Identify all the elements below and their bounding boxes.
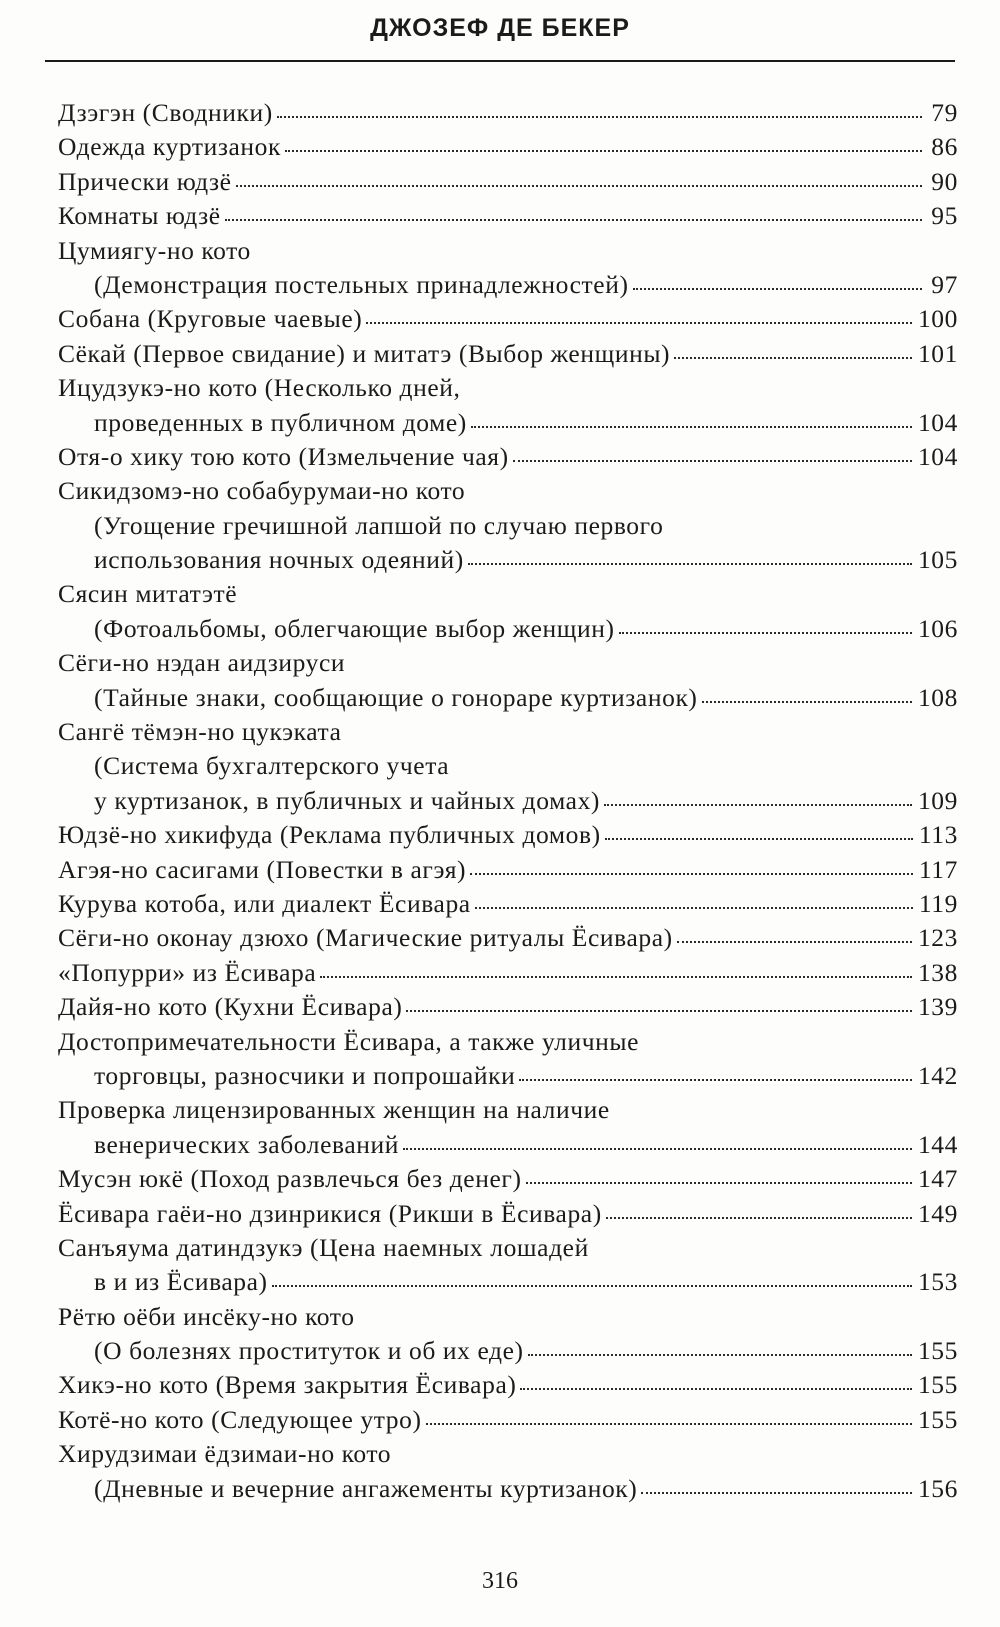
toc-entry <box>58 234 958 268</box>
toc-entry <box>58 440 958 474</box>
toc-entry-title: Сикидзомэ-но собабурумаи-но кото <box>58 476 466 506</box>
toc-entry-title: в и из Ёсивара) <box>94 1267 268 1297</box>
toc-entry <box>58 1334 958 1368</box>
toc-entry <box>58 1265 958 1299</box>
toc-entry-title: Сёги-но нэдан аидзируси <box>58 648 346 678</box>
toc-entry <box>58 509 958 543</box>
dot-leader <box>406 1010 911 1012</box>
toc-entry-title: Агэя-но сасигами (Повестки в агэя) <box>58 854 467 884</box>
toc-entry-title: Цумиягу-но кото <box>58 235 251 265</box>
toc-entry <box>58 818 958 852</box>
toc-entry-page: 104 <box>917 441 958 471</box>
toc-entry-title: Хирудзимаи ёдзимаи-но кото <box>58 1439 392 1469</box>
toc-entry-title: Отя-о хику тою кото (Измельчение чая) <box>58 441 509 471</box>
dot-leader <box>468 563 912 565</box>
toc-entry-page: 155 <box>917 1336 958 1366</box>
toc-entry-title: венерических заболеваний <box>94 1129 400 1159</box>
dot-leader <box>225 219 922 221</box>
toc-entry-page: 119 <box>918 888 958 918</box>
toc-entry <box>58 715 958 749</box>
toc-entry <box>58 1059 958 1093</box>
dot-leader <box>272 1285 912 1287</box>
toc-entry-title: Мусэн юкё (Поход развлечься без денег) <box>58 1164 522 1194</box>
toc-entry <box>58 990 958 1024</box>
toc-entry-title: у куртизанок, в публичных и чайных домах) <box>94 785 601 815</box>
dot-leader <box>520 1388 911 1390</box>
toc-entry-page: 108 <box>917 682 958 712</box>
toc-entry-page: 138 <box>917 957 958 987</box>
toc-entry-title: (Демонстрация постельных принадлежностей) <box>94 269 629 299</box>
toc-entry-title: (Угощение гречишной лапшой по случаю первого <box>94 510 664 540</box>
header-rule <box>45 60 955 62</box>
toc-entry-page: 153 <box>917 1267 958 1297</box>
dot-leader <box>366 322 912 324</box>
dot-leader <box>633 288 922 290</box>
toc-entry <box>58 96 958 130</box>
toc-entry-page: 106 <box>917 613 958 643</box>
toc-entry-title: Сангё тёмэн-но цукэката <box>58 717 342 747</box>
toc-entry <box>58 646 958 680</box>
toc-entry <box>58 268 958 302</box>
toc-entry-page: 155 <box>917 1370 958 1400</box>
toc-entry-page: 90 <box>931 166 958 196</box>
toc-entry-title: Сёкай (Первое свидание) и митатэ (Выбор женщины) <box>58 338 671 368</box>
dot-leader <box>277 116 922 118</box>
toc-entry-title: (Тайные знаки, сообщающие о гонораре куртизанок) <box>94 682 698 712</box>
toc-entry <box>58 1197 958 1231</box>
dot-leader <box>677 941 912 943</box>
toc-entry <box>58 302 958 336</box>
dot-leader <box>513 460 912 462</box>
toc-entry-page: 123 <box>917 923 958 953</box>
toc-entry-page: 156 <box>917 1473 958 1503</box>
toc-entry-title: Курува котоба, или диалект Ёсивара <box>58 888 471 918</box>
toc-entry <box>58 1231 958 1265</box>
page-number: 316 <box>482 1568 518 1594</box>
dot-leader <box>236 185 922 187</box>
toc-entry-title: (Дневные и вечерние ангажементы куртизанок) <box>94 1473 638 1503</box>
toc-entry <box>58 577 958 611</box>
toc-entry-title: Рётю оёби инсёку-но кото <box>58 1301 355 1331</box>
toc-entry <box>58 1128 958 1162</box>
toc-entry <box>58 543 958 577</box>
dot-leader <box>470 873 913 875</box>
toc-entry-title: Ицудзукэ-но кото (Несколько дней, <box>58 373 461 403</box>
toc-entry <box>58 1025 958 1059</box>
toc-entry-page: 109 <box>917 785 958 815</box>
toc-entry <box>58 199 958 233</box>
toc-entry-title: Дайя-но кото (Кухни Ёсивара) <box>58 992 403 1022</box>
toc-entry <box>58 887 958 921</box>
toc-entry-title: Комнаты юдзё <box>58 201 221 231</box>
toc-entry-title: Сясин митатэтё <box>58 579 238 609</box>
toc-entry-title: Одежда куртизанок <box>58 132 282 162</box>
toc-entry-title: (Система бухгалтерского учета <box>94 751 450 781</box>
toc-entry-page: 100 <box>917 304 958 334</box>
toc-entry-title: торговцы, разносчики и попрошайки <box>94 1060 516 1090</box>
dot-leader <box>426 1423 912 1425</box>
toc-entry-page: 149 <box>917 1198 958 1228</box>
dot-leader <box>519 1079 912 1081</box>
toc-entry <box>58 681 958 715</box>
dot-leader <box>475 907 913 909</box>
toc-entry <box>58 337 958 371</box>
toc-entry-page: 105 <box>917 545 958 575</box>
toc-entry-title: Собана (Круговые чаевые) <box>58 304 363 334</box>
toc-entry-page: 79 <box>931 98 958 127</box>
toc-entry <box>58 956 958 990</box>
dot-leader <box>641 1492 912 1494</box>
toc-entry <box>58 130 958 164</box>
toc-entry-title: Проверка лицензированных женщин на наличие <box>58 1095 610 1125</box>
toc-entry <box>58 1162 958 1196</box>
toc-entry <box>58 853 958 887</box>
toc-entry-page: 142 <box>917 1060 958 1090</box>
toc-entry-title: Юдзё-но хикифуда (Реклама публичных домов) <box>58 820 601 850</box>
toc-entry-title: Достопримечательности Ёсивара, а также уличные <box>58 1026 640 1056</box>
toc-entry <box>58 749 958 783</box>
dot-leader <box>604 804 912 806</box>
dot-leader <box>526 1182 912 1184</box>
toc-entry-title: Котё-но кото (Следующее утро) <box>58 1404 422 1434</box>
toc-entry <box>58 1093 958 1127</box>
toc-entry-page: 147 <box>917 1164 958 1194</box>
toc-entry-title: Хикэ-но кото (Время закрытия Ёсивара) <box>58 1370 517 1400</box>
dot-leader <box>606 1217 912 1219</box>
dot-leader <box>674 357 912 359</box>
dot-leader <box>619 632 912 634</box>
toc-entry-page: 139 <box>917 992 958 1022</box>
toc-entry <box>58 371 958 405</box>
toc-entry <box>58 921 958 955</box>
toc-entry-title: проведенных в публичном доме) <box>94 407 467 437</box>
toc-entry-page: 104 <box>917 407 958 437</box>
toc-entry-title: Ёсивара гаёи-но дзинрикися (Рикши в Ёсивара) <box>58 1198 602 1228</box>
toc-entry <box>58 1300 958 1334</box>
toc-entry-title: использования ночных одеяний) <box>94 545 464 575</box>
toc-entry-title: Прически юдзё <box>58 166 232 196</box>
dot-leader <box>702 701 912 703</box>
toc-entry-title: (О болезнях проституток и об их еде) <box>94 1336 524 1366</box>
dot-leader <box>528 1354 912 1356</box>
toc-entry-title: Дзэгэн (Сводники) <box>58 98 273 127</box>
toc-entry-page: 86 <box>931 132 958 162</box>
toc-entry-page: 95 <box>931 201 958 231</box>
toc-entry-title: Санъяума датиндзукэ (Цена наемных лошадей <box>58 1232 589 1262</box>
toc-entry <box>58 1437 958 1471</box>
dot-leader <box>320 976 912 978</box>
toc-entry <box>58 784 958 818</box>
toc-entry-title: Сёги-но оконау дзюхо (Магические ритуалы Ёсивара) <box>58 923 673 953</box>
toc-entry <box>58 165 958 199</box>
running-header: ДЖОЗЕФ ДЕ БЕКЕР <box>370 14 630 42</box>
toc-entry-page: 101 <box>917 338 958 368</box>
toc-entry-title: (Фотоальбомы, облегчающие выбор женщин) <box>94 613 615 643</box>
dot-leader <box>403 1148 912 1150</box>
toc-entry-page: 155 <box>917 1404 958 1434</box>
toc-entry-page: 117 <box>918 854 958 884</box>
toc-entry <box>58 612 958 646</box>
toc-entry-page: 144 <box>917 1129 958 1159</box>
dot-leader <box>471 426 912 428</box>
table-of-contents <box>58 96 958 1506</box>
toc-entry <box>58 1472 958 1506</box>
toc-entry <box>58 474 958 508</box>
dot-leader <box>605 838 913 840</box>
toc-entry-title: «Попурри» из Ёсивара <box>58 957 317 987</box>
toc-entry <box>58 1403 958 1437</box>
toc-entry <box>58 406 958 440</box>
dot-leader <box>285 150 922 152</box>
toc-entry-page: 97 <box>931 269 958 299</box>
toc-entry <box>58 1368 958 1402</box>
toc-entry-page: 113 <box>918 820 958 850</box>
